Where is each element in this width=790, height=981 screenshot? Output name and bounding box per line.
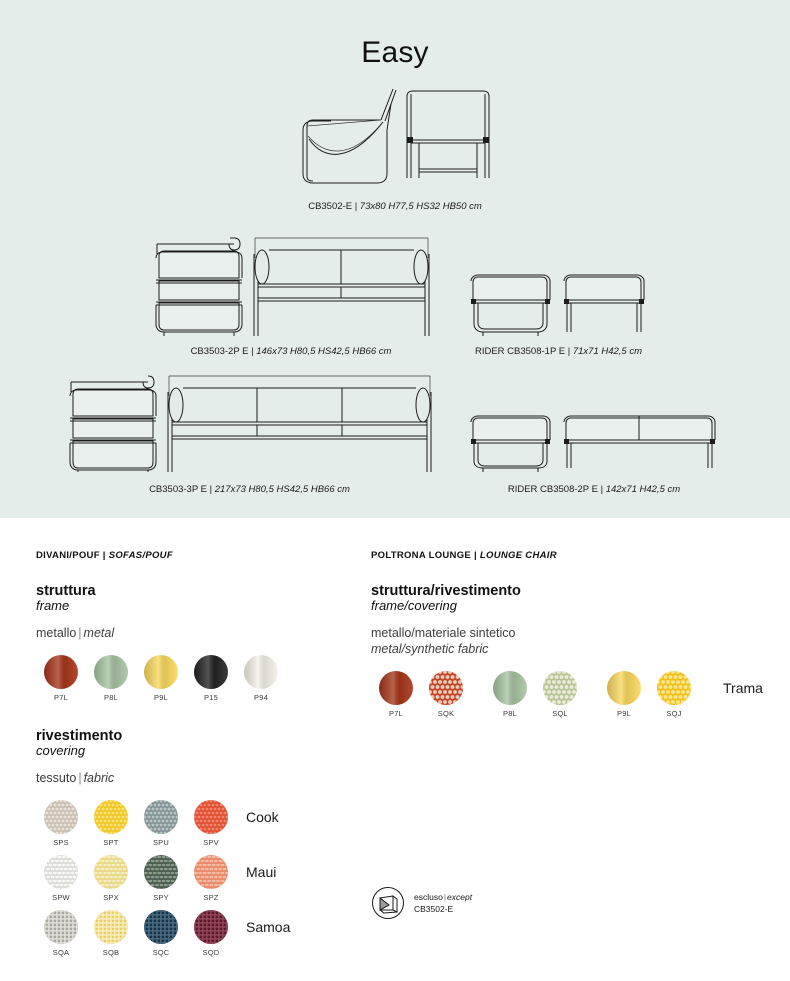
product-dimensions: 142x71 H42,5 cm: [605, 484, 681, 495]
swatch-disc[interactable]: [194, 800, 228, 834]
swatch-disc[interactable]: [44, 655, 78, 689]
exclusion-note: [371, 886, 472, 920]
swatch-disc[interactable]: [607, 671, 641, 705]
material-it: metallo: [36, 626, 77, 641]
material-en: metal: [83, 626, 115, 641]
swatch-SPZ[interactable]: [186, 855, 236, 902]
kicker-it: DIVANI/POUF: [36, 550, 100, 561]
legend-column-sofas: [36, 550, 346, 965]
family-label: Maui: [246, 863, 277, 880]
family-label: Cook: [246, 808, 279, 825]
product-dimensions: 146x73 H80,5 HS42,5 HB66 cm: [256, 346, 392, 357]
no-rain-cover-icon: [371, 886, 405, 920]
material-en: metal/synthetic fabric: [371, 642, 489, 657]
material-separator: |: [78, 626, 82, 641]
swatch-P7L[interactable]: [36, 655, 86, 702]
swatch-SQL[interactable]: [535, 671, 585, 718]
swatch-disc[interactable]: [657, 671, 691, 705]
swatch-disc[interactable]: [94, 855, 128, 889]
product-dimensions: 71x71 H42,5 cm: [572, 346, 643, 357]
swatch-code: P8L: [104, 693, 118, 703]
product-sofa-2-seat: [146, 232, 436, 357]
product-pouf-2-seat: [466, 410, 722, 495]
swatch-code: SQA: [52, 948, 70, 958]
swatch-code: SQJ: [666, 709, 682, 719]
section-material-framecov: [371, 625, 761, 657]
section-title-frame-en: frame: [36, 598, 70, 614]
product-code: CB3503-2P E: [190, 346, 249, 357]
swatch-P8L[interactable]: [86, 655, 136, 702]
kicker-separator: |: [102, 550, 106, 561]
swatch-family-samoa: [36, 910, 346, 957]
caption-separator: |: [251, 346, 254, 357]
swatch-code: SPX: [103, 893, 119, 903]
swatch-SQC[interactable]: [136, 910, 186, 957]
swatch-code: SQK: [437, 709, 455, 719]
section-title-frame-it: struttura: [36, 583, 96, 599]
swatch-code: P8L: [503, 709, 517, 719]
kicker-en: LOUNGE CHAIR: [479, 550, 557, 561]
swatch-SQD[interactable]: [186, 910, 236, 957]
note-en: except: [447, 891, 473, 902]
kicker-separator: |: [473, 550, 477, 561]
section-material-frame: [36, 625, 346, 641]
swatch-disc[interactable]: [94, 800, 128, 834]
page-title: Easy: [361, 36, 429, 69]
swatch-SPT[interactable]: [86, 800, 136, 847]
swatch-disc[interactable]: [44, 855, 78, 889]
product-dimensions: 217x73 H80,5 HS42,5 HB66 cm: [214, 484, 350, 495]
swatch-code: SPU: [152, 838, 170, 848]
swatch-SQK[interactable]: [421, 671, 471, 718]
swatch-disc[interactable]: [44, 910, 78, 944]
note-product-code: CB3502-E: [414, 904, 454, 914]
swatch-code: P9L: [154, 693, 168, 703]
swatch-code: SQC: [152, 948, 170, 958]
note-separator: |: [443, 891, 447, 902]
exclusion-note-text: [414, 891, 472, 916]
material-it: tessuto: [36, 771, 77, 786]
caption-separator: |: [567, 346, 571, 357]
swatch-pair-P7L: [371, 671, 471, 718]
swatch-disc[interactable]: [44, 800, 78, 834]
swatch-row-frame: [36, 655, 346, 702]
kicker-it: POLTRONA LOUNGE: [371, 550, 472, 561]
swatch-family-maui: [36, 855, 346, 902]
swatch-code: SPZ: [203, 893, 219, 903]
caption-pouf-2-seat: [466, 484, 722, 495]
material-it: metallo/materiale sintetico: [371, 626, 516, 641]
swatch-P15[interactable]: [186, 655, 236, 702]
swatch-P94[interactable]: [236, 655, 286, 702]
swatch-code: SPW: [52, 893, 70, 903]
swatch-disc[interactable]: [194, 855, 228, 889]
swatch-row-lounge: [371, 671, 761, 718]
product-pouf-1-seat: [466, 266, 651, 357]
section-title-framecov-en: frame/covering: [371, 598, 457, 614]
swatch-code: P9L: [617, 709, 631, 719]
swatch-pair-P8L: [485, 671, 585, 718]
swatch-disc[interactable]: [94, 910, 128, 944]
swatch-P7L[interactable]: [371, 671, 421, 718]
swatch-code: SQL: [552, 709, 568, 719]
section-material-covering: [36, 770, 346, 786]
product-lounge-chair: [295, 84, 495, 212]
family-label-trama: Trama: [723, 679, 763, 696]
legend-kicker-sofas: [36, 550, 346, 561]
section-frame: [36, 583, 346, 702]
swatch-code: SPV: [203, 838, 219, 848]
swatch-disc[interactable]: [94, 655, 128, 689]
swatch-families-covering: [36, 800, 346, 957]
section-title-covering-it: rivestimento: [36, 728, 123, 745]
product-dimensions: 73x80 H77,5 HS32 HB50 cm: [359, 201, 482, 212]
drawing-lounge-chair: [295, 84, 495, 189]
caption-separator: |: [354, 201, 358, 212]
swatch-code: SPY: [153, 893, 169, 903]
swatch-code: SPS: [53, 838, 69, 848]
section-frame-covering: [371, 583, 761, 718]
legend-kicker-lounge: [371, 550, 761, 561]
product-code: CB3503-3P E: [149, 484, 207, 495]
family-label: Samoa: [246, 918, 291, 935]
swatch-code: P15: [204, 693, 218, 703]
caption-sofa-3-seat: [62, 484, 437, 495]
drawing-pouf-1-seat: [466, 266, 651, 336]
swatch-disc[interactable]: [144, 910, 178, 944]
caption-sofa-2-seat: [146, 346, 436, 357]
swatch-code: SQD: [202, 948, 220, 958]
swatch-disc[interactable]: [493, 671, 527, 705]
swatch-P8L[interactable]: [485, 671, 535, 718]
swatch-code: P7L: [389, 709, 403, 719]
section-title-covering-en: covering: [36, 743, 86, 759]
note-it: escluso: [414, 891, 443, 902]
swatch-SPW[interactable]: [36, 855, 86, 902]
product-code: CB3502-E: [308, 201, 353, 212]
swatch-disc[interactable]: [543, 671, 577, 705]
swatch-SPU[interactable]: [136, 800, 186, 847]
product-code: RIDER CB3508-1P E: [474, 346, 566, 357]
caption-lounge-chair: [295, 201, 495, 212]
product-code: RIDER CB3508-2P E: [507, 484, 598, 495]
swatch-SQA[interactable]: [36, 910, 86, 957]
swatch-SQJ[interactable]: [649, 671, 699, 718]
swatch-disc[interactable]: [194, 910, 228, 944]
swatch-code: SQB: [102, 948, 120, 958]
material-en: fabric: [83, 771, 115, 786]
legend-panel: [0, 518, 790, 981]
swatch-disc[interactable]: [144, 800, 178, 834]
swatch-disc[interactable]: [244, 655, 278, 689]
swatch-family-cook: [36, 800, 346, 847]
caption-separator: |: [600, 484, 604, 495]
swatch-disc[interactable]: [429, 671, 463, 705]
section-covering: [36, 728, 346, 957]
kicker-en: SOFAS/POUF: [108, 550, 173, 561]
swatch-P9L[interactable]: [599, 671, 649, 718]
product-sofa-3-seat: [62, 372, 437, 495]
swatch-SPS[interactable]: [36, 800, 86, 847]
section-title-framecov-it: struttura/rivestimento: [371, 583, 521, 599]
swatch-code: P7L: [54, 693, 68, 703]
swatch-disc[interactable]: [194, 655, 228, 689]
swatch-SPV[interactable]: [186, 800, 236, 847]
legend-column-lounge: [371, 550, 761, 718]
material-separator: |: [78, 771, 82, 786]
swatch-pair-P9L: [599, 671, 699, 718]
drawing-pouf-2-seat: [466, 410, 722, 472]
caption-separator: |: [209, 484, 213, 495]
swatch-SPX[interactable]: [86, 855, 136, 902]
swatch-disc[interactable]: [144, 655, 178, 689]
swatch-code: SPT: [103, 838, 119, 848]
swatch-SPY[interactable]: [136, 855, 186, 902]
swatch-code: P94: [254, 693, 268, 703]
swatch-disc[interactable]: [379, 671, 413, 705]
swatch-disc[interactable]: [144, 855, 178, 889]
caption-pouf-1-seat: [466, 346, 651, 357]
drawing-sofa-3-seat: [62, 372, 437, 472]
swatch-P9L[interactable]: [136, 655, 186, 702]
swatch-SQB[interactable]: [86, 910, 136, 957]
drawing-sofa-2-seat: [146, 232, 436, 336]
